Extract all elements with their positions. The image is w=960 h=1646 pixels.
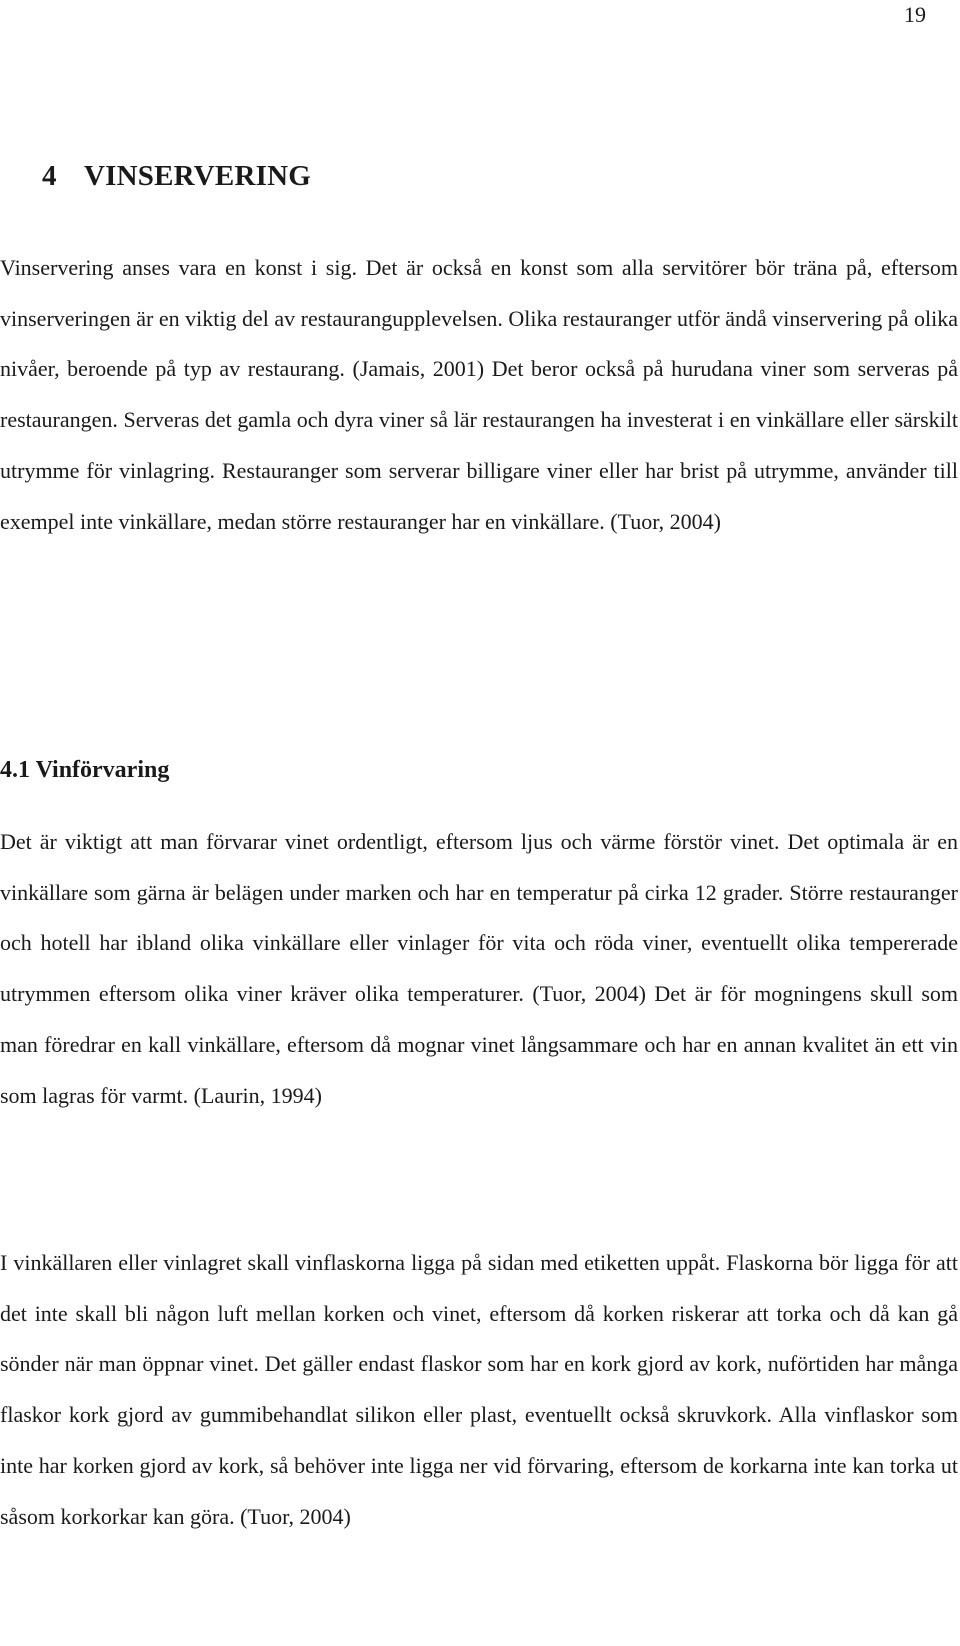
section-number: 4.1 xyxy=(0,757,30,783)
chapter-number: 4 xyxy=(42,160,57,192)
chapter-heading xyxy=(42,158,311,194)
section-title: Vinförvaring xyxy=(35,757,170,783)
section-paragraph: Det är viktigt att man förvarar vinet ordentligt, eftersom ljus och värme förstör vinet. Det optimala är en vinkällare som gärna är belägen under marken och har en temperatur på cirka 12 grader. Större restauranger och hotell har ibland olika vinkällare eller vinlager för vita och röda viner, eventuellt olika tempererade utrymmen eftersom olika viner kräver olika temperaturer. (Tuor, 2004) Det är för mogningens skull som man föredrar en kall vinkällare, eftersom då mognar vinet långsammare och har en annan kvalitet än ett vin som lagras för varmt. (Laurin, 1994) xyxy=(0,829,958,1108)
section-heading xyxy=(0,754,169,786)
intro-paragraph: Vinservering anses vara en konst i sig. Det är också en konst som alla servitörer bör träna på, eftersom vinserveringen är en viktig del av restaurangupplevelsen. Olika restauranger utför ändå vinservering på olika nivåer, beroende på typ av restaurang. (Jamais, 2001) Det beror också på hurudana viner som serveras på restaurangen. Serveras det gamla och dyra viner så lär restaurangen ha investerat i en vinkällare eller särskilt utrymme för vinlagring. Restauranger som serverar billigare viner eller har brist på utrymme, använder till exempel inte vinkällare, medan större restauranger har en vinkällare. (Tuor, 2004) xyxy=(0,255,958,534)
page-number: 19 xyxy=(904,2,926,27)
section-paragraph: I vinkällaren eller vinlagret skall vinflaskorna ligga på sidan med etiketten uppåt. Flaskorna bör ligga för att det inte skall bli någon luft mellan korken och vinet, eftersom då korken riskerar att torka och då kan gå sönder när man öppnar vinet. Det gäller endast flaskor som har en kork gjord av kork, nuförtiden har många flaskor kork gjord av gummibehandlat silikon eller plast, eventuellt också skruvkork. Alla vinflaskor som inte har korken gjord av kork, så behöver inte ligga ner vid förvaring, eftersom de korkarna inte kan torka ut såsom korkorkar kan göra. (Tuor, 2004) xyxy=(0,1250,958,1529)
chapter-title: VINSERVERING xyxy=(84,160,311,192)
